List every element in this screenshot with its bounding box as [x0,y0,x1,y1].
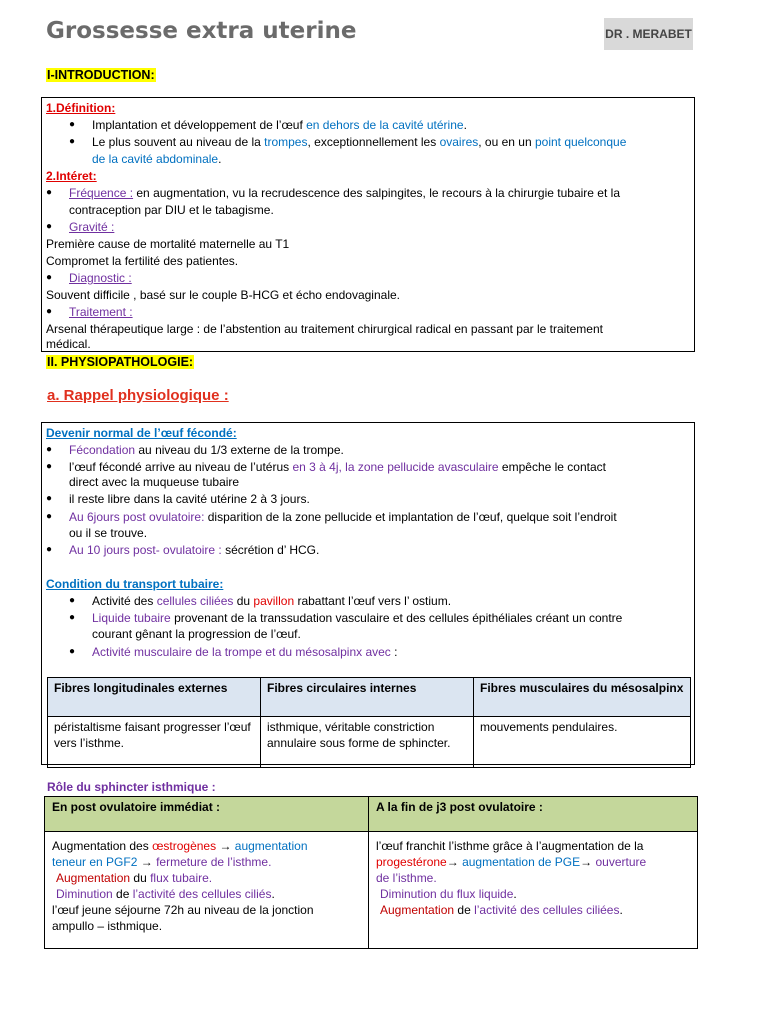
author-badge: DR . MERABET [604,18,693,50]
devenir-item-3: il reste libre dans la cavité utérine 2 à 3 jours. [69,492,310,506]
devenir-item-2: l’œuf fécondé arrive au niveau de l’utérus en 3 à 4j, la zone pellucide avasculaire empêche le contact [69,460,606,474]
transport-item-2-cont: courant gênant la progression de l’œuf. [92,627,301,641]
table-row [45,797,698,832]
sphincter-right-line-4: Diminution du flux liquide. [380,887,517,901]
table-row [48,717,691,768]
traitement-label: Traitement : [69,305,133,319]
definition-heading: 1.Définition: [46,101,116,115]
gravite-line-2: Compromet la fertilité des patientes. [46,254,239,268]
table-header-cell: Fibres longitudinales externes [48,678,261,717]
sphincter-left-line-5: l’œuf jeune séjourne 72h au niveau de la jonction [52,903,314,917]
bullet-icon: ● [46,272,53,283]
bullet-icon: ● [69,595,76,606]
transport-item-1: Activité des cellules ciliées du pavillon rabattant l’œuf vers l’ ostium. [92,594,452,608]
definition-item-2: Le plus souvent au niveau de la trompes, exceptionnellement les ovaires, ou en un point quelconque [92,135,627,149]
rappel-heading: a. Rappel physiologique : [47,387,229,404]
bullet-icon: ● [46,306,53,317]
sphincter-left-line-2: teneur en PGF2 → fermeture de l’isthme. [52,855,272,869]
traitement-line-2: médical. [46,337,91,351]
sphincter-left-line-1: Augmentation des œstrogènes → augmentation [52,839,308,853]
bullet-icon: ● [69,646,76,657]
table-row [48,678,691,717]
sphincter-left-line-3: Augmentation du flux tubaire. [56,871,213,885]
fibres-table [47,677,691,768]
definition-item-1: Implantation et développement de l’œuf en dehors de la cavité utérine. [92,118,467,132]
table-header-cell: En post ovulatoire immédiat : [45,797,369,832]
transport-heading: Condition du transport tubaire: [46,577,224,591]
sphincter-right-line-3: de l’isthme. [376,871,437,885]
devenir-heading: Devenir normal de l’œuf fécondé: [46,426,237,440]
table-cell-left [45,832,369,949]
sphincter-table [44,796,698,949]
devenir-item-2-cont: direct avec la muqueuse tubaire [69,475,240,489]
bullet-icon: ● [46,221,53,232]
physio-heading: II. PHYSIOPATHOLOGIE: [47,355,194,369]
interet-heading: 2.Intéret: [46,169,97,183]
sphincter-heading: Rôle du sphincter isthmique : [47,780,216,794]
table-header-cell: Fibres musculaires du mésosalpinx [474,678,691,717]
transport-item-2: Liquide tubaire provenant de la transsudation vasculaire et des cellules épithéliales créant un contre [92,611,623,625]
devenir-item-4: Au 6jours post ovulatoire: disparition de la zone pellucide et implantation de l’œuf, quelque soit l’endroit [69,510,617,524]
definition-item-2-cont: de la cavité abdominale. [92,152,222,166]
sphincter-right-line-5: Augmentation de l’activité des cellules ciliées. [380,903,623,917]
introduction-box [41,97,695,352]
table-cell-right [369,832,698,949]
devenir-item-1: Fécondation au niveau du 1/3 externe de la trompe. [69,443,344,457]
sphincter-right-line-1: l’œuf franchit l’isthme grâce à l’augmentation de la [376,839,644,853]
table-cell: mouvements pendulaires. [474,717,691,768]
page-title: Grossesse extra uterine [46,18,357,44]
gravite-line-1: Première cause de mortalité maternelle au T1 [46,237,290,251]
bullet-icon: ● [46,444,53,455]
table-cell: péristaltisme faisant progresser l’œuf vers l’isthme. [48,717,261,768]
devenir-item-4-cont: ou il se trouve. [69,526,148,540]
sphincter-left-line-4: Diminution de l’activité des cellules ciliés. [56,887,275,901]
diagnostic-label: Diagnostic : [69,271,132,285]
sphincter-left-line-6: ampullo – isthmique. [52,919,163,933]
transport-item-3: Activité musculaire de la trompe et du mésosalpinx avec : [92,645,398,659]
bullet-icon: ● [69,136,76,147]
bullet-icon: ● [46,511,53,522]
bullet-icon: ● [69,119,76,130]
table-cell: isthmique, véritable constriction annulaire sous forme de sphincter. [261,717,474,768]
bullet-icon: ● [46,493,53,504]
gravite-label: Gravité : [69,220,115,234]
devenir-item-5: Au 10 jours post- ovulatoire : sécrétion d’ HCG. [69,543,320,557]
frequence-line-2: contraception par DIU et le tabagisme. [69,203,274,217]
table-header-cell: A la fin de j3 post ovulatoire : [369,797,698,832]
table-row [45,832,698,949]
sphincter-right-line-2: progestérone→ augmentation de PGE→ ouverture [376,855,647,869]
table-header-cell: Fibres circulaires internes [261,678,474,717]
bullet-icon: ● [46,461,53,472]
bullet-icon: ● [46,187,53,198]
diagnostic-line: Souvent difficile , basé sur le couple B-HCG et écho endovaginale. [46,288,400,302]
intro-heading: I-INTRODUCTION: [47,68,155,82]
bullet-icon: ● [46,544,53,555]
frequence-line: Fréquence : en augmentation, vu la recrudescence des salpingites, le recours à la chirurgie tubaire et la [69,186,620,200]
traitement-line-1: Arsenal thérapeutique large : de l’abstention au traitement chirurgical radical en passant par le traitement [46,322,603,336]
bullet-icon: ● [69,612,76,623]
